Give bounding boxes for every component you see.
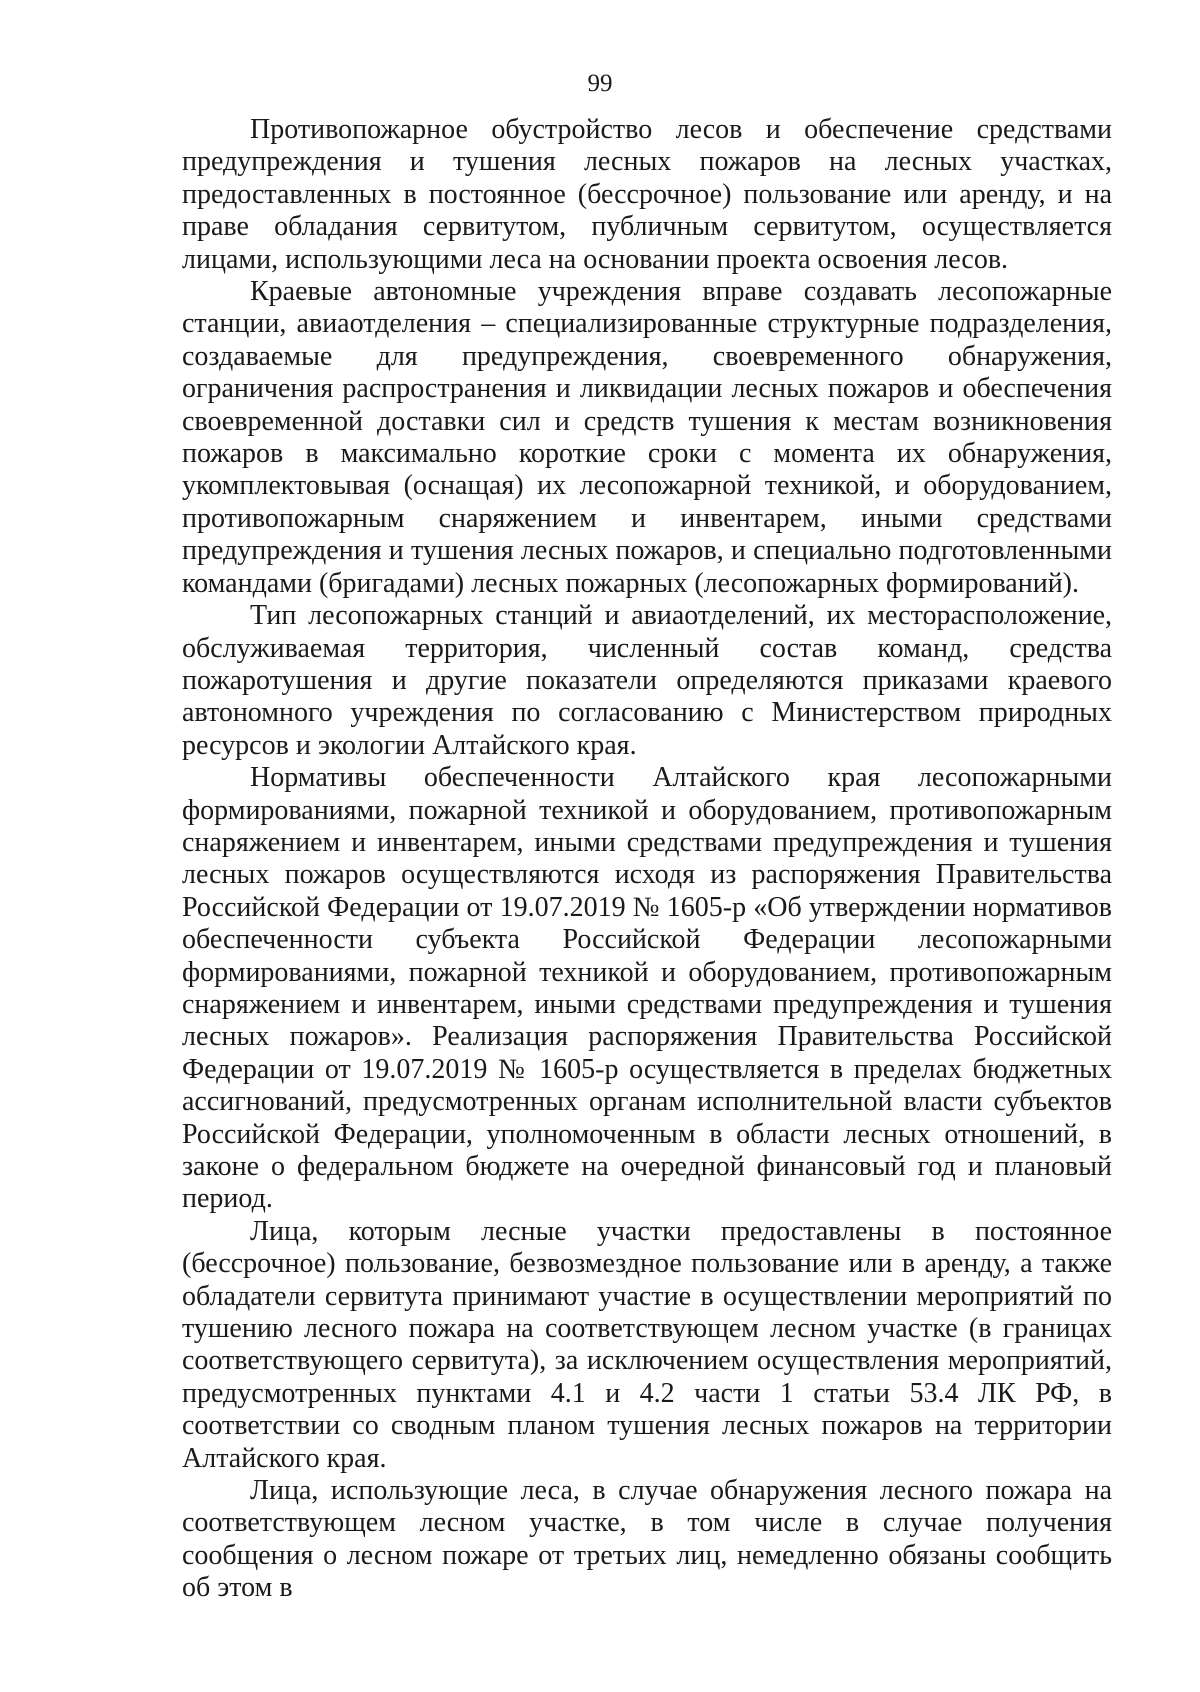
paragraph-fire-prevention-arrangement: Противопожарное обустройство лесов и обеспечение средствами предупреждения и тушения лесных пожаров на лесных участках, предоставленных в постоянное (бессрочное) пользование или аренду, и на праве обладания сервитутом, публичным сервитутом, осуществляется лицами, использующими леса на основании проекта освоения лесов. [182, 114, 1112, 275]
paragraph-regional-institutions: Краевые автономные учреждения вправе создавать лесопожарные станции, авиаотделения – специализированные структурные подразделения, создаваемые для предупреждения, своевременного обнаружения, ограничения распространения и ликвидации лесных пожаров и обеспечения своевременной доставки сил и средств тушения к местам возникновения пожаров в максимально короткие сроки с момента их обнаружения, укомплектовывая (оснащая) их лесопожарной техникой, и оборудованием, противопожарным снаряжением и инвентарем, иными средствами предупреждения и тушения лесных пожаров, и специально подготовленными командами (бригадами) лесных пожарных (лесопожарных формирований). [182, 276, 1112, 599]
paragraph-fire-reporting: Лица, использующие леса, в случае обнаружения лесного пожара на соответствующем лесном участке, в том числе в случае получения сообщения о лесном пожаре от третьих лиц, немедленно обязаны сообщить об этом в [182, 1475, 1112, 1604]
paragraph-station-types: Тип лесопожарных станций и авиаотделений, их месторасположение, обслуживаемая территория, численный состав команд, средства пожаротушения и другие показатели определяются приказами краевого автономного учреждения по согласованию с Министерством природных ресурсов и экологии Алтайского края. [182, 600, 1112, 761]
paragraph-forest-users-participation: Лица, которым лесные участки предоставлены в постоянное (бессрочное) пользование, безвозмездное пользование или в аренду, а также обладатели сервитута принимают участие в осуществлении мероприятий по тушению лесного пожара на соответствующем лесном участке (в границах соответствующего сервитута), за исключением осуществления мероприятий, предусмотренных пунктами 4.1 и 4.2 части 1 статьи 53.4 ЛК РФ, в соответствии со сводным планом тушения лесных пожаров на территории Алтайского края. [182, 1215, 1112, 1474]
paragraph-provision-standards: Нормативы обеспеченности Алтайского края лесопожарными формированиями, пожарной техникой и оборудованием, противопожарным снаряжением и инвентарем, иными средствами предупреждения и тушения лесных пожаров осуществляются исходя из распоряжения Правительства Российской Федерации от 19.07.2019 № 1605-р «Об утверждении нормативов обеспеченности субъекта Российской Федерации лесопожарными формированиями, пожарной техникой и оборудованием, противопожарным снаряжением и инвентарем, иными средствами предупреждения и тушения лесных пожаров». Реализация распоряжения Правительства Российской Федерации от 19.07.2019 № 1605-р осуществляется в пределах бюджетных ассигнований, предусмотренных органам исполнительной власти субъектов Российской Федерации, уполномоченным в области лесных отношений, в законе о федеральном бюджете на очередной финансовый год и плановый период. [182, 762, 1112, 1215]
page-number: 99 [587, 70, 613, 97]
document-body [182, 114, 1112, 1605]
